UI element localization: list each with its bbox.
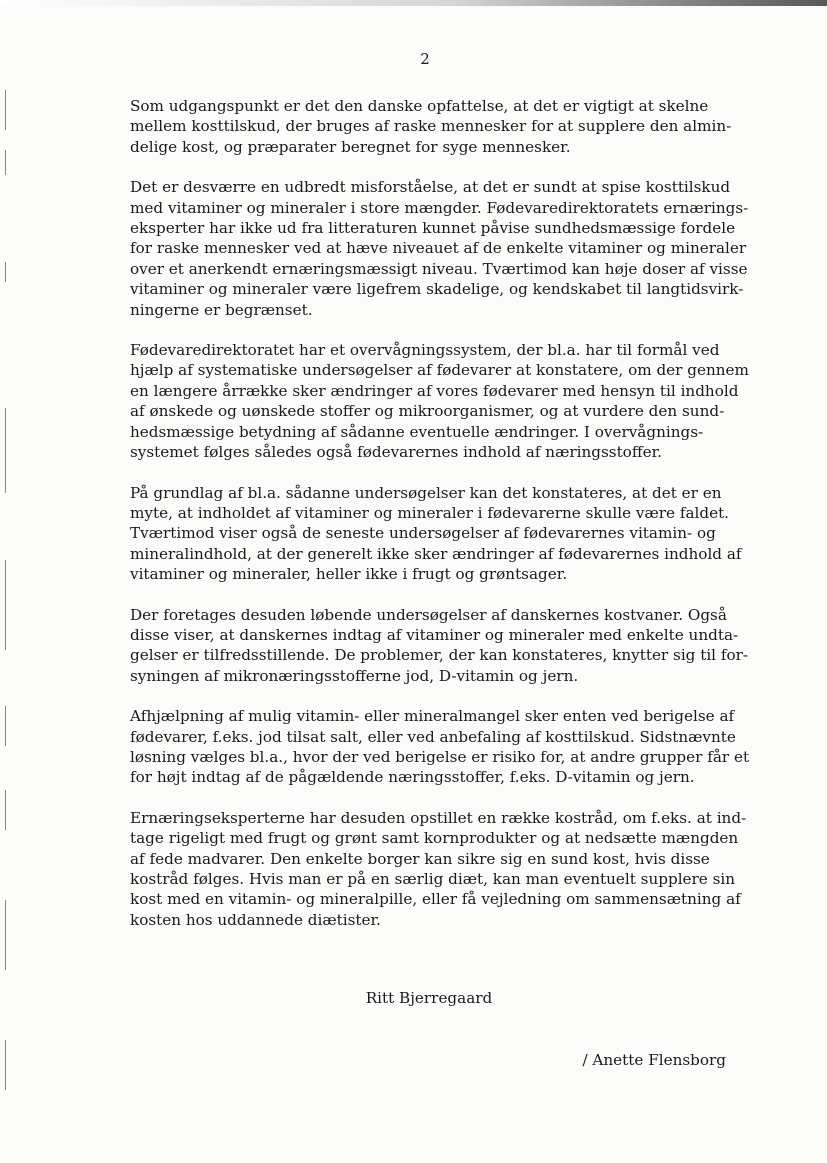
text-line: for højt indtag af de pågældende næringsstoffer, f.eks. D-vitamin og jern. [130, 768, 695, 787]
signature-name: Ritt Bjerregaard [365, 989, 493, 1007]
paragraph-4 [130, 483, 742, 585]
text-line: Fødevaredirektoratet har et overvågningssystem, der bl.a. har til formål ved [130, 341, 720, 360]
text-line: Ernæringseksperterne har desuden opstillet en række kostråd, om f.eks. at ind- [130, 808, 747, 827]
text-line: for raske mennesker ved at hæve niveauet af de enkelte vitaminer og mineraler [130, 239, 747, 258]
paragraph-3 [130, 340, 749, 462]
paragraph-6 [130, 706, 750, 788]
text-line: Tværtimod viser også de seneste undersøgelser af fødevarernes vitamin- og [130, 524, 716, 543]
paragraph-5 [130, 605, 749, 687]
text-line: eksperter har ikke ud fra litteraturen kunnet påvise sundhedsmæssige fordele [130, 219, 736, 238]
text-line: Afhjælpning af mulig vitamin- eller mineralmangel sker enten ved berigelse af [130, 707, 735, 726]
text-line: kostråd følges. Hvis man er på en særlig diæt, kan man eventuelt supplere sin [130, 870, 736, 888]
letter-body [130, 96, 750, 950]
text-line: hjælp af systematiske undersøgelser af fødevarer at konstatere, om der gennem [130, 361, 749, 380]
text-line: mellem kosttilskud, der bruges af raske mennesker for at supplere den almin- [130, 117, 732, 136]
scan-top-edge [0, 0, 827, 6]
text-line: Det er desværre en udbredt misforståelse, at det er sundt at spise kosttilskud [130, 178, 731, 197]
text-line: af fede madvarer. Den enkelte borger kan sikre sig en sund kost, hvis disse [130, 849, 710, 868]
text-line: tage rigeligt med frugt og grønt samt kornprodukter og at nedsætte mængden [130, 829, 739, 848]
text-line: ningerne er begrænset. [130, 300, 313, 319]
text-line: myte, at indholdet af vitaminer og mineraler i fødevarerne skulle være faldet. [130, 503, 729, 522]
text-line: med vitaminer og mineraler i store mængder. Fødevaredirektoratets ernærings- [130, 198, 749, 217]
page-number: 2 [420, 50, 430, 68]
text-line: På grundlag af bl.a. sådanne undersøgelser kan det konstateres, at det er en [130, 483, 722, 502]
text-line: løsning vælges bl.a., hvor der ved berigelse er risiko for, at andre grupper får et [130, 747, 750, 766]
signature-initials: / Anette Flensborg [582, 1051, 726, 1069]
text-line: af ønskede og uønskede stoffer og mikroorganismer, og at vurdere den sund- [130, 402, 725, 421]
text-line: Der foretages desuden løbende undersøgelser af danskernes kostvaner. Også [130, 605, 727, 624]
text-line: hedsmæssige betydning af sådanne eventuelle ændringer. I overvågnings- [130, 422, 704, 441]
text-line: over et anerkendt ernæringsmæssigt niveau. Tværtimod kan høje doser af visse [130, 259, 748, 278]
text-line: vitaminer og mineraler være ligefrem skadelige, og kendskabet til langtidsvirk- [130, 280, 744, 299]
text-line: syningen af mikronæringsstofferne jod, D-vitamin og jern. [130, 666, 579, 685]
text-line: vitaminer og mineraler, heller ikke i frugt og grøntsager. [130, 565, 568, 584]
text-line: Som udgangspunkt er det den danske opfattelse, at det er vigtigt at skelne [130, 97, 709, 115]
text-line: systemet følges således også fødevarernes indhold af næringsstoffer. [130, 443, 663, 462]
text-line: kosten hos uddannede diætister. [130, 910, 381, 929]
paragraph-2 [130, 177, 749, 320]
text-line: delige kost, og præparater beregnet for syge mennesker. [130, 137, 571, 156]
paragraph-1 [130, 96, 730, 157]
text-line: en længere årrække sker ændringer af vores fødevarer med hensyn til indhold [130, 381, 739, 400]
paragraph-7 [130, 808, 747, 930]
text-line: fødevarer, f.eks. jod tilsat salt, eller ved anbefaling af kosttilskud. Sidstnævnte [130, 727, 736, 746]
text-line: mineralindhold, at der generelt ikke sker ændringer af fødevarernes indhold af [130, 544, 742, 563]
text-line: kost med en vitamin- og mineralpille, eller få vejledning om sammensætning af [130, 890, 741, 909]
text-line: gelser er tilfredsstillende. De problemer, der kan konstateres, knytter sig til for- [130, 646, 749, 665]
text-line: disse viser, at danskernes indtag af vitaminer og mineraler med enkelte undta- [130, 625, 739, 644]
